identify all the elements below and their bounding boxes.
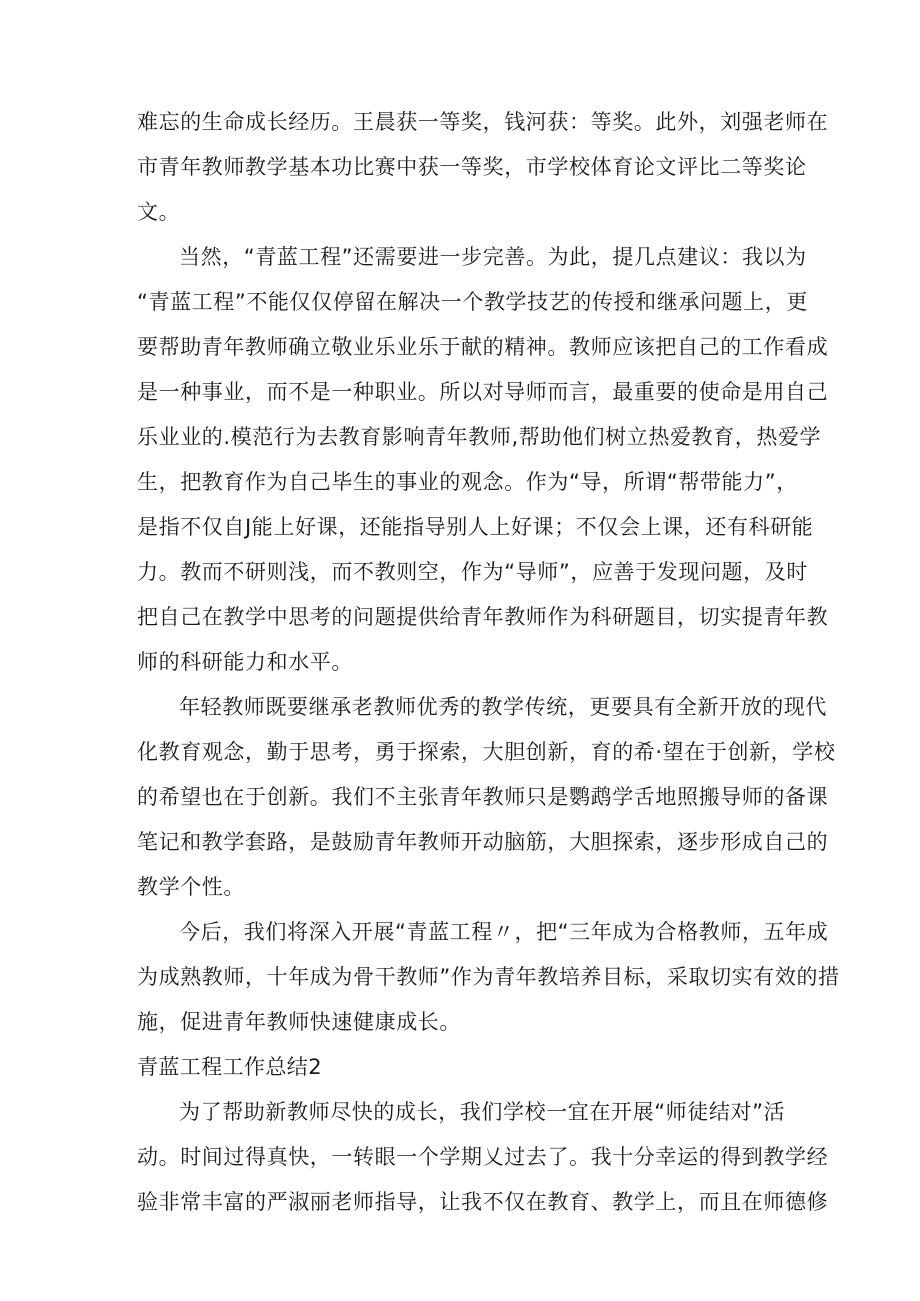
paragraph-mentorship bbox=[137, 1090, 829, 1225]
text-line: 当然，“青蓝工程”还需要进一步完善。为此，提几点建议：我以为 bbox=[179, 245, 807, 269]
text-line: 是指不仅自J能上好课，还能指导别人上好课；不仅会上课，还有科研能 bbox=[137, 515, 814, 539]
text-line: 是一种事业，而不是一种职业。所以对导师而言，最重要的使命是用自己 bbox=[137, 380, 829, 404]
text-line: “青蓝工程”不能仅仅停留在解决一个教学技艺的传授和继承问题上，更 bbox=[137, 290, 808, 314]
text-line: 验非常丰富的严淑丽老师指导，让我不仅在教育、教学上，而且在师德修 bbox=[137, 1190, 829, 1214]
text-line: 化教育观念，勤于思考，勇于探索，大胆创新，育的希·望在于创新，学校 bbox=[137, 740, 836, 764]
text-line: 今后，我们将深入开展“青蓝工程〃，把“三年成为合格教师，五年成 bbox=[179, 920, 829, 944]
paragraph-young-teachers bbox=[137, 685, 836, 910]
text-line: 乐业业的.模范行为去教育影响青年教师,帮助他们树立热爱教育，热爱学 bbox=[137, 425, 822, 449]
text-line: 文。 bbox=[137, 200, 181, 224]
section-heading: 青蓝工程工作总结2 bbox=[137, 1055, 322, 1079]
text-line: 难忘的生命成长经历。王晨获一等奖，钱河获：等奖。此外，刘强老师在 bbox=[137, 110, 829, 134]
paragraph-suggestions bbox=[137, 235, 829, 685]
text-line: 力。教而不研则浅，而不教则空，作为“导师”，应善于发现问题，及时 bbox=[137, 560, 808, 584]
text-line: 施，促进青年教师快速健康成长。 bbox=[137, 1010, 461, 1034]
text-line: 动。时间过得真快，一转眼一个学期乂过去了。我十分幸运的得到教学经 bbox=[137, 1145, 829, 1169]
text-line: 为了帮助新教师尽快的成长，我们学校一宜在开展“师徒结对”活 bbox=[179, 1100, 786, 1124]
text-line: 的希望也在于创新。我们不主张青年教师只是鹦鹉学舌地照搬导师的备课 bbox=[137, 785, 829, 809]
text-line: 要帮助青年教师确立敬业乐业乐于献的精神。教师应该把自己的工作看成 bbox=[137, 335, 829, 359]
text-line: 为成熟教师，十年成为骨干教师”作为青年教培养目标，采取切实有效的措 bbox=[137, 965, 840, 989]
paragraph-awards bbox=[137, 100, 829, 235]
text-line: 年轻教师既要继承老教师优秀的教学传统，更要具有全新开放的现代 bbox=[179, 695, 827, 719]
text-line: 教学个性。 bbox=[137, 875, 245, 899]
text-line: 市青年教师教学基本功比赛中获一等奖，市学校体育论文评比二等奖论 bbox=[137, 155, 807, 179]
document-body bbox=[137, 100, 840, 1225]
text-line: 笔记和教学套路，是鼓励青年教师开动脑筋，大胆探索，逐步形成自己的 bbox=[137, 830, 829, 854]
text-line: 师的科研能力和水平。 bbox=[137, 650, 353, 674]
paragraph-future-plans bbox=[137, 910, 840, 1045]
text-line: 生，把教育作为自己毕生的事业的观念。作为“导，所谓“帮带能力”， bbox=[137, 470, 798, 494]
text-line: 把自己在教学中思考的问题提供给青年教师作为科研题目，切实提青年教 bbox=[137, 605, 829, 629]
